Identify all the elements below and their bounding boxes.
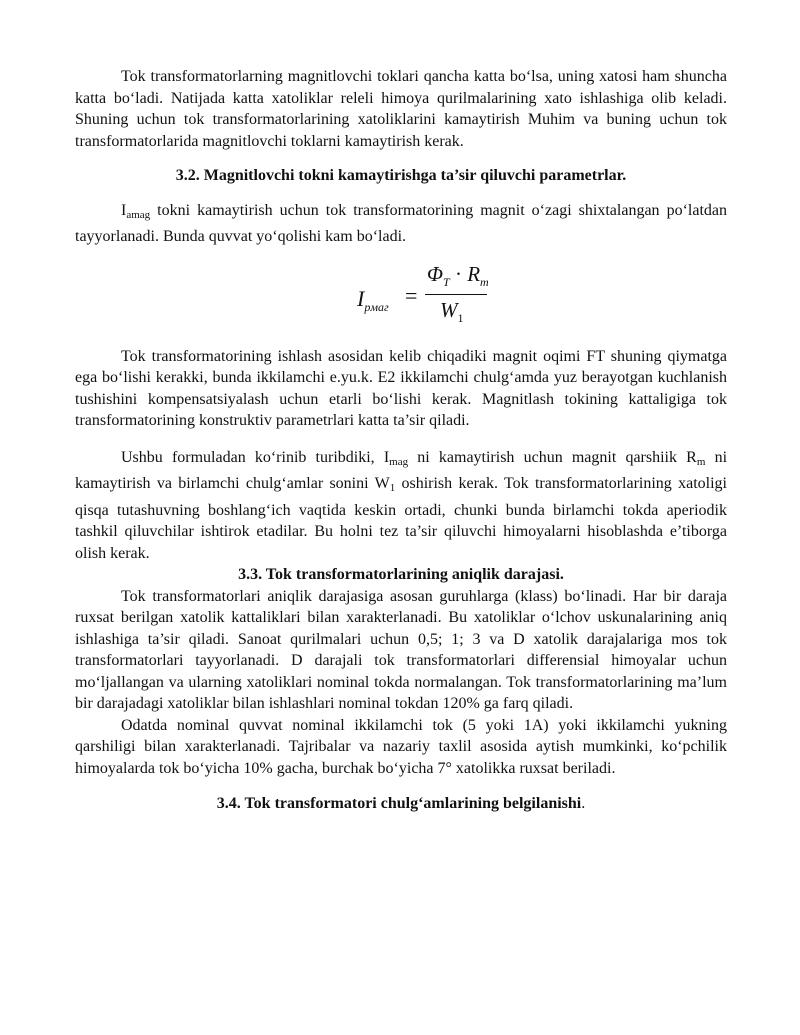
paragraph-spacer — [75, 432, 727, 447]
formula-flux-symbol: Φ — [427, 261, 443, 286]
paragraph-nominal-power: Odatda nominal quvvat nominal ikkilamchi tok (5 yoki 1A) yoki ikkilamchi yukning qarshiligi bilan xarakterlanadi. Tajribalar va nazariy taxlil asosida aytish mumkinki, ko‘pchilik himoyalarda tok bo‘yicha 10% gacha, burchak bo‘yicha 7° xatolikka ruxsat beriladi. — [75, 716, 727, 777]
paragraph-magnetic-flux: Tok transformatorining ishlash asosidan kelib chiqadiki magnit oqimi FT shuning qiymatga ega bo‘lishi kerakki, bunda ikkilamchi e.yu.k. E2 ikkilamchi chulg‘amda yuz berayotgan kuchlanish tushishini kompensatsiyalash uchun etarli bo‘lishi kerak. Magnitlash tokining kattaligiga tok transformatorining konstruktiv parametrlari katta ta’sir qiladi. — [75, 347, 727, 429]
paragraph-magnetizing-current-error: Tok transformatorlarning magnitlovchi toklari qancha katta bo‘lsa, uning xatosi ham shuncha katta bo‘ladi. Natijada katta xatoliklar releli himoya qurilmalarining xato ishlashiga olib keladi. Shuning uchun tok transformatorlarining xatoliklarini kamaytirish Muhim va buning uchun tok transformatorlarida magnitlovchi toklarni kamaytirish kerak. — [75, 68, 727, 150]
current-symbol: I — [121, 201, 127, 219]
para4-subscript-m: m — [696, 455, 706, 468]
paragraph-core-lamination — [75, 200, 727, 248]
formula-reluctance-subscript: m — [480, 274, 489, 289]
para4-part-1: Ushbu formuladan ko‘rinib turibdiki, I — [121, 448, 390, 466]
formula-lhs-subscript: pмаг — [364, 299, 389, 314]
formula-turns-subscript: 1 — [457, 310, 464, 325]
formula-fraction-bar — [425, 294, 487, 295]
section-heading-3-4 — [75, 793, 727, 815]
document-page — [75, 66, 727, 815]
section-heading-3-3: 3.3. Tok transformatorlarining aniqlik darajasi. — [238, 566, 564, 583]
section-heading-3-2: 3.2. Magnitlovchi tokni kamaytirishga ta’sir qiluvchi parametrlar. — [175, 167, 627, 184]
para4-subscript-mag: mag — [389, 455, 409, 468]
para4-subscript-1: 1 — [389, 482, 396, 494]
formula-lhs — [357, 285, 389, 314]
magnetizing-current-formula — [75, 262, 727, 340]
formula-multiply-dot: · — [449, 261, 468, 286]
paragraph-formula-conclusion — [75, 447, 727, 565]
para4-part-4: oshirish kerak. Tok transformatorlarining xatoligi qisqa tutashuvning boshlang‘ich vaqtida keskin ortadi, chunki bunda birlamchi tokda aperiodik tashkil qiluvchilar ishtirok etadilar. Bu holni tez ta’sir qiluvchi himoyalarni hisoblashda e’tiborga olish kerak. — [75, 475, 727, 562]
para4-part-3: ni kamaytirish va birlamchi chulg‘amlar sonini W — [75, 448, 728, 492]
paragraph-core-lamination-text: tokni kamaytirish uchun tok transformatorining magnit o‘zagi shixtalangan po‘latdan tayyorlanadi. Bunda quvvat yo‘qolishi kam bo‘ladi. — [75, 201, 727, 245]
formula-equals: = — [405, 282, 418, 308]
paragraph-accuracy-classes: Tok transformatorlari aniqlik darajasiga asosan guruhlarga (klass) bo‘linadi. Har bir daraja ruxsat berilgan xatolik kattaliklari bilan xarakterlanadi. Bu xatoliklar o‘lchov uskunalarining aniq ishlashiga ta’sir qiladi. Sanoat qurilmalari uchun 0,5; 1; 3 va D xatolik darajalariga mos tok transformatorlari tayyorlanadi. D darajali tok transformatorlari differensial himoyalar uchun mo‘ljallangan va ularning xatoliklari nominal tokda normalangan. Tok transformatorlarining ma’lum bir darajadagi xatoliklar bilan ishlashlari nominal tokdan 120% ga farq qiladi. — [75, 587, 727, 712]
section-heading-3-4-text: 3.4. Tok transformatori chulg‘amlarining belgilanishi — [216, 795, 582, 812]
formula-reluctance-symbol: R — [467, 261, 481, 286]
current-subscript: amag — [126, 208, 151, 221]
formula-lhs-symbol: I — [357, 285, 365, 311]
formula-turns-symbol: W — [440, 297, 458, 322]
section-heading-3-4-period: . — [581, 795, 586, 812]
para4-part-2: ni kamaytirish uchun magnit qarshiik R — [408, 448, 697, 466]
formula-denominator — [440, 297, 464, 330]
formula-flux-subscript: T — [443, 274, 450, 289]
formula-numerator — [427, 261, 489, 294]
